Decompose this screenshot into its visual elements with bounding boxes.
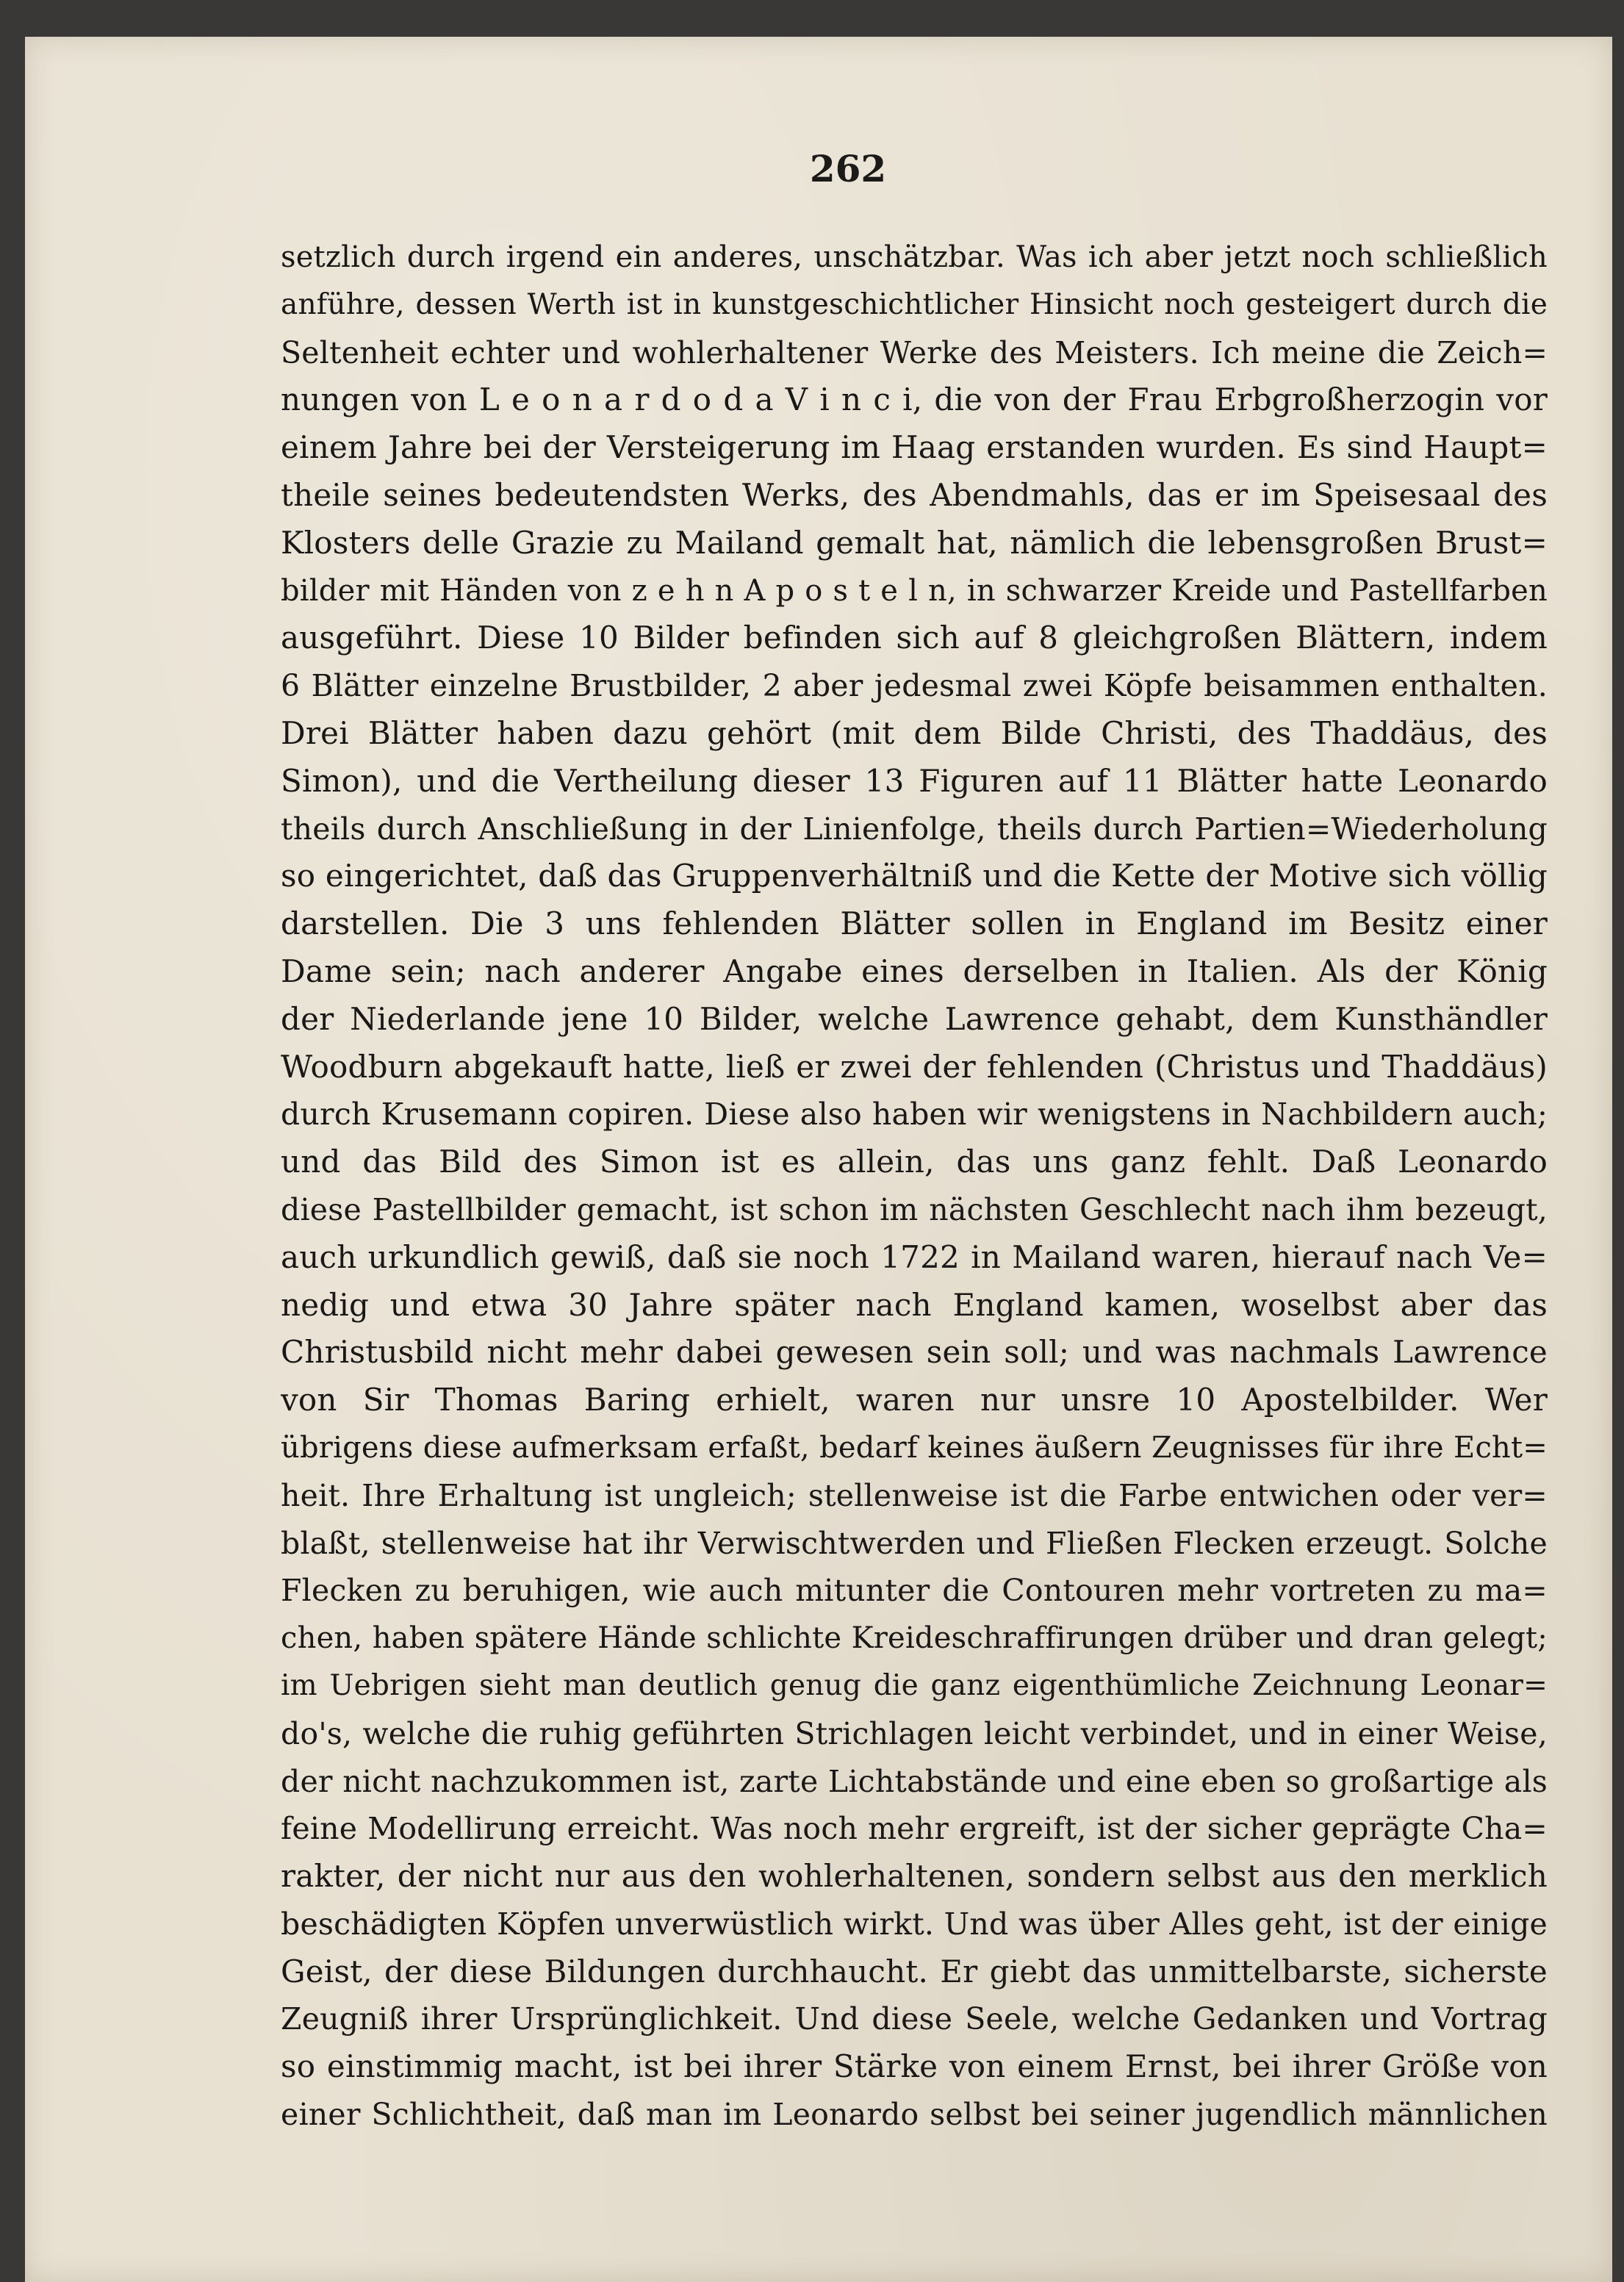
text-line: anführe, dessen Werth ist in kunstgeschichtlicher Hinsicht noch gesteigert durch die [281, 287, 1548, 321]
text-line: durch Krusemann copiren. Diese also haben wir wenigstens in Nachbildern auch; [281, 1097, 1548, 1133]
text-line: chen, haben spätere Hände schlichte Kreideschraffirungen drüber und dran gelegt; [281, 1621, 1548, 1656]
text-line: von Sir Thomas Baring erhielt, waren nur unsre 10 Apostelbilder. Wer [281, 1382, 1548, 1418]
text-line: so eingerichtet, daß das Gruppenverhältniß und die Kette der Motive sich völlig [281, 858, 1548, 894]
text-line: auch urkundlich gewiß, daß sie noch 1722 in Mailand waren, hierauf nach Ve= [281, 1238, 1548, 1275]
text-line: beschädigten Köpfen unverwüstlich wirkt. Und was über Alles geht, ist der einige [281, 1906, 1548, 1942]
text-line: Zeugniß ihrer Ursprünglichkeit. Und diese Seele, welche Gedanken und Vortrag [281, 2001, 1548, 2037]
text-line: und das Bild des Simon ist es allein, das uns ganz fehlt. Daß Leonardo [281, 1144, 1548, 1180]
text-line: darstellen. Die 3 uns fehlenden Blätter sollen in England im Besitz einer [281, 905, 1548, 942]
text-line: diese Pastellbilder gemacht, ist schon im nächsten Geschlecht nach ihm bezeugt, [281, 1191, 1548, 1227]
text-line: blaßt, stellenweise hat ihr Verwischtwerden und Fließen Flecken erzeugt. Solche [281, 1525, 1548, 1561]
text-line: einer Schlichtheit, daß man im Leonardo selbst bei seiner jugendlich männlichen [281, 2097, 1548, 2133]
text-line: setzlich durch irgend ein anderes, unschätzbar. Was ich aber jetzt noch schließlich [281, 240, 1548, 274]
text-line: nungen von L e o n a r d o d a V i n c i, die von der Frau Erbgroßherzogin vor [281, 381, 1548, 418]
text-line: Flecken zu beruhigen, wie auch mitunter die Contouren mehr vortreten zu ma= [281, 1573, 1548, 1609]
text-line: 6 Blätter einzelne Brustbilder, 2 aber jedesmal zwei Köpfe beisammen enthalten. [281, 668, 1548, 704]
text-line: do's, welche die ruhig geführten Strichlagen leicht verbindet, und in einer Weise, [281, 1715, 1548, 1751]
text-line: Dame sein; nach anderer Angabe eines derselben in Italien. Als der König [281, 952, 1548, 989]
body-text [281, 234, 1548, 2139]
text-line: heit. Ihre Erhaltung ist ungleich; stellenweise ist die Farbe entwichen oder ver= [281, 1477, 1548, 1513]
text-line: bilder mit Händen von z e h n A p o s t e l n, in schwarzer Kreide und Pastellfarben [281, 573, 1548, 608]
book-page [25, 37, 1612, 2282]
text-line: rakter, der nicht nur aus den wohlerhaltenen, sondern selbst aus den merklich [281, 1858, 1548, 1895]
text-line: so einstimmig macht, ist bei ihrer Stärke von einem Ernst, bei ihrer Größe von [281, 2048, 1548, 2085]
text-line: Woodburn abgekauft hatte, ließ er zwei der fehlenden (Christus und Thaddäus) [281, 1048, 1548, 1085]
text-line: der nicht nachzukommen ist, zarte Lichtabstände und eine eben so großartige als [281, 1763, 1548, 1799]
text-line: theils durch Anschließung in der Linienfolge, theils durch Partien=Wiederholung [281, 811, 1548, 847]
text-line: im Uebrigen sieht man deutlich genug die ganz eigenthümliche Zeichnung Leonar= [281, 1668, 1548, 1702]
text-line: ausgeführt. Diese 10 Bilder befinden sich auf 8 gleichgroßen Blättern, indem [281, 620, 1548, 656]
text-line: Drei Blätter haben dazu gehört (mit dem Bilde Christi, des Thaddäus, des [281, 714, 1548, 751]
text-line: übrigens diese aufmerksam erfaßt, bedarf keines äußern Zeugnisses für ihre Echt= [281, 1430, 1548, 1465]
text-line: theile seines bedeutendsten Werks, des Abendmahls, das er im Speisesaal des [281, 476, 1548, 513]
text-line: einem Jahre bei der Versteigerung im Haag erstanden wurden. Es sind Haupt= [281, 429, 1548, 466]
text-line: nedig und etwa 30 Jahre später nach England kamen, woselbst aber das [281, 1286, 1548, 1323]
text-line: Klosters delle Grazie zu Mailand gemalt hat, nämlich die lebensgroßen Brust= [281, 524, 1548, 561]
text-line: Seltenheit echter und wohlerhaltener Werke des Meisters. Ich meine die Zeich= [281, 334, 1548, 370]
text-line: Christusbild nicht mehr dabei gewesen sein soll; und was nachmals Lawrence [281, 1334, 1548, 1371]
page-number: 262 [809, 147, 887, 190]
text-line: Simon), und die Vertheilung dieser 13 Figuren auf 11 Blätter hatte Leonardo [281, 762, 1548, 799]
text-line: der Niederlande jene 10 Bilder, welche Lawrence gehabt, dem Kunsthändler [281, 1000, 1548, 1037]
text-line: feine Modellirung erreicht. Was noch mehr ergreift, ist der sicher geprägte Cha= [281, 1811, 1548, 1847]
text-line: Geist, der diese Bildungen durchhaucht. Er giebt das unmittelbarste, sicherste [281, 1953, 1548, 1989]
